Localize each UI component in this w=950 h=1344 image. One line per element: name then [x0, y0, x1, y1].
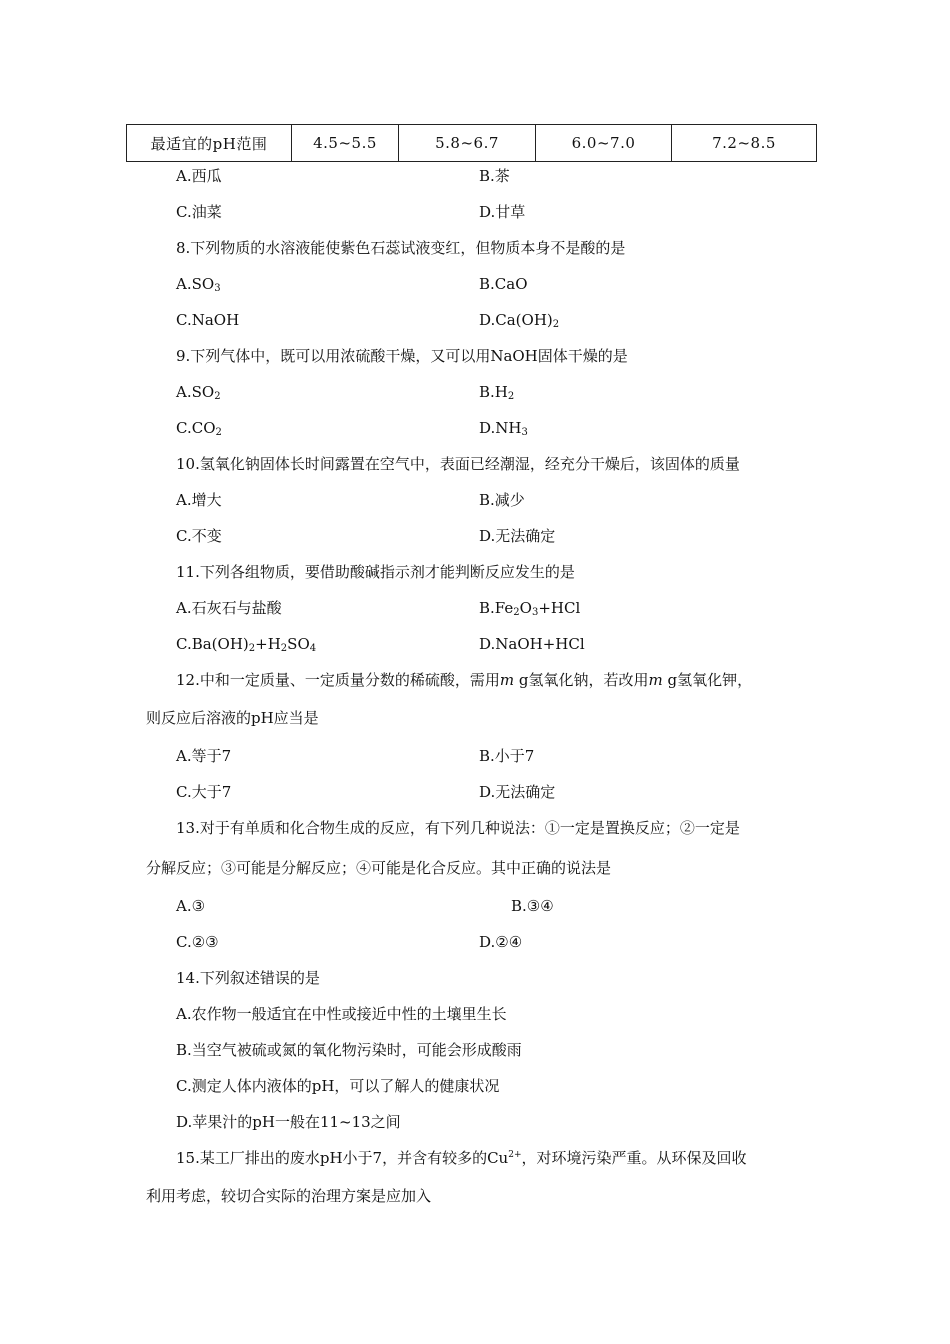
q12-option-d: D.无法确定	[479, 783, 556, 801]
q14-option-c: C.测定人体内液体的pH，可以了解人的健康状况	[176, 1077, 500, 1095]
table-row	[127, 125, 817, 162]
ph-range-cell: 4.5~5.5	[292, 125, 399, 162]
q8-option-c: C.NaOH	[176, 311, 240, 329]
q10-stem: 10.氢氧化钠固体长时间露置在空气中，表面已经潮湿，经充分干燥后，该固体的质量	[176, 455, 740, 473]
ph-range-cell: 7.2~8.5	[672, 125, 817, 162]
q9-option-b: $B.H_2$	[479, 383, 515, 402]
q7-option-c: C.油菜	[176, 203, 222, 221]
q8-option-a: $A.SO_3$	[176, 275, 221, 294]
q15-stem-continued: 利用考虑，较切合实际的治理方案是应加入	[146, 1187, 432, 1205]
q13-stem: 13.对于有单质和化合物生成的反应，有下列几种说法：①一定是置换反应；②一定是	[176, 819, 740, 837]
q10-option-d: D.无法确定	[479, 527, 556, 545]
q9-option-a: $A.SO_2$	[176, 383, 221, 402]
q15-stem: 15.某工厂排出的废水pH小于7，并含有较多的$Cu^{2+}$，对环境污染严重。从环保及回收	[176, 1149, 747, 1167]
q12-option-c: C.大于7	[176, 783, 232, 801]
ph-range-cell: 6.0~7.0	[536, 125, 672, 162]
q13-option-d: D.②④	[479, 933, 523, 951]
q14-option-a: A.农作物一般适宜在中性或接近中性的土壤里生长	[176, 1005, 507, 1023]
q12-option-b: B.小于7	[479, 747, 535, 765]
q13-option-c: C.②③	[176, 933, 219, 951]
q12-stem: 12.中和一定质量、一定质量分数的稀硫酸，需用m g氢氧化钠，若改用m g氢氧化钾，	[176, 671, 753, 689]
q11-option-b: $B.Fe_2O_3+HCl$	[479, 599, 581, 618]
q12-stem-continued: 则反应后溶液的pH应当是	[146, 709, 319, 727]
q8-stem: 8.下列物质的水溶液能使紫色石蕊试液变红，但物质本身不是酸的是	[176, 239, 626, 257]
q11-option-d: D.NaOH+HCl	[479, 635, 585, 653]
q13-stem-continued: 分解反应；③可能是分解反应；④可能是化合反应。其中正确的说法是	[146, 859, 612, 877]
q8-option-d: $D.Ca(OH)_2$	[479, 311, 560, 330]
q9-option-d: $D.NH_3$	[479, 419, 528, 438]
q14-stem: 14.下列叙述错误的是	[176, 969, 320, 987]
q10-option-c: C.不变	[176, 527, 222, 545]
q7-option-b: B.茶	[479, 167, 510, 185]
q10-option-a: A.增大	[176, 491, 222, 509]
q11-stem: 11.下列各组物质，要借助酸碱指示剂才能判断反应发生的是	[176, 563, 575, 581]
q14-option-b: B.当空气被硫或氮的氧化物污染时，可能会形成酸雨	[176, 1041, 522, 1059]
q10-option-b: B.减少	[479, 491, 525, 509]
q9-stem: 9.下列气体中，既可以用浓硫酸干燥，又可以用NaOH固体干燥的是	[176, 347, 628, 365]
q13-option-b: B.③④	[511, 897, 554, 915]
ph-range-table	[126, 124, 817, 162]
q13-option-a: A.③	[176, 897, 206, 915]
q11-option-c: $C.Ba(OH)_2+H_2SO_4$	[176, 635, 317, 654]
q7-option-d: D.甘草	[479, 203, 526, 221]
q14-option-d: D.苹果汁的pH一般在11~13之间	[176, 1113, 401, 1131]
q12-option-a: A.等于7	[176, 747, 232, 765]
q9-option-c: $C.CO_2$	[176, 419, 222, 438]
table-row-label: 最适宜的pH范围	[127, 125, 292, 162]
q7-option-a: A.西瓜	[176, 167, 222, 185]
ph-range-cell: 5.8~6.7	[399, 125, 536, 162]
q8-option-b: B.CaO	[479, 275, 528, 293]
q11-option-a: A.石灰石与盐酸	[176, 599, 282, 617]
